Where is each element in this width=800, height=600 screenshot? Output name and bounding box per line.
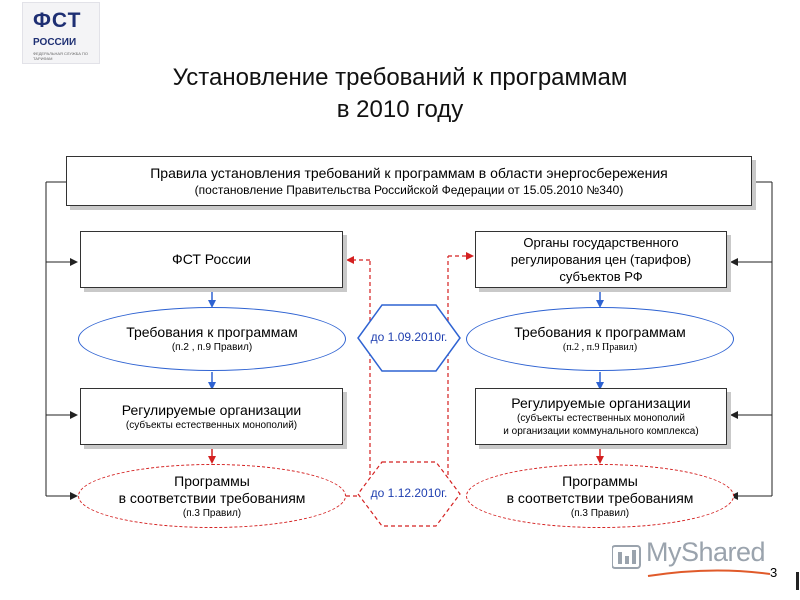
- logo-text-russia: РОССИИ: [33, 37, 77, 48]
- right-orgs-sub1: (субъекты естественных монополий: [517, 413, 685, 424]
- deadline-first-label: до 1.09.2010г.: [370, 330, 448, 344]
- right-programs-line2: в соответствии требованиям: [506, 489, 694, 506]
- right-bracket-line: [732, 182, 772, 496]
- regional-authority-line2: регулирования цен (тарифов): [510, 252, 692, 267]
- right-orgs-box: [475, 388, 727, 445]
- fst-russia-label: ФСТ России: [172, 251, 251, 267]
- right-orgs-title: Регулируемые организации: [511, 395, 691, 411]
- left-requirements-title: Требования к программам: [126, 324, 298, 340]
- left-programs-ellipse: [78, 464, 346, 528]
- deadline-second-label: до 1.12.2010г.: [370, 486, 448, 500]
- edge-marker: [796, 572, 799, 590]
- left-requirements-ellipse: [78, 307, 346, 371]
- left-requirements-ref: (п.2 , п.9 Правил): [171, 342, 253, 353]
- regional-authority-box: [475, 231, 727, 288]
- regional-authority-line3: субъектов РФ: [559, 269, 643, 284]
- left-orgs-title: Регулируемые организации: [121, 401, 302, 418]
- slide-title-line2: в 2010 году: [336, 96, 464, 123]
- right-requirements-ellipse: [466, 307, 734, 371]
- logo-text-fst: ФСТ: [33, 9, 82, 32]
- logo-text-subtitle: ФЕДЕРАЛЬНАЯ СЛУЖБА ПО ТАРИФАМ: [33, 51, 88, 61]
- left-bracket-line: [46, 182, 76, 496]
- right-programs-ellipse: [466, 464, 734, 528]
- right-programs-line1: Программы: [562, 472, 638, 489]
- right-requirements-ref: (п.2 , п.9 Правил): [562, 342, 638, 353]
- right-requirements-title: Требования к программам: [514, 324, 686, 340]
- rules-title: Правила установления требований к программам в области энергосбережения: [150, 164, 668, 181]
- rules-reference: (постановление Правительства Российской Федерации от 15.05.2010 №340): [194, 182, 624, 197]
- myshared-watermark-text: MyShared: [646, 537, 766, 567]
- fst-russia-box: [80, 231, 343, 288]
- left-programs-ref: (п.3 Правил): [182, 507, 242, 519]
- right-orgs-sub2: и организации коммунального комплекса): [503, 426, 699, 437]
- left-programs-line2: в соответствии требованиям: [118, 489, 306, 506]
- right-programs-ref: (п.3 Правил): [570, 507, 630, 519]
- left-orgs-sub: (субъекты естественных монополий): [125, 419, 298, 431]
- right-feedback-dashed: [448, 256, 472, 496]
- page-number: 3: [770, 565, 778, 580]
- left-programs-line1: Программы: [174, 472, 250, 489]
- left-orgs-box: [80, 388, 343, 445]
- regional-authority-line1: Органы государственного: [523, 235, 679, 250]
- slide-title-line1: Установление требований к программам: [172, 64, 628, 91]
- left-feedback-dashed: [346, 260, 370, 496]
- rules-box: [66, 156, 752, 206]
